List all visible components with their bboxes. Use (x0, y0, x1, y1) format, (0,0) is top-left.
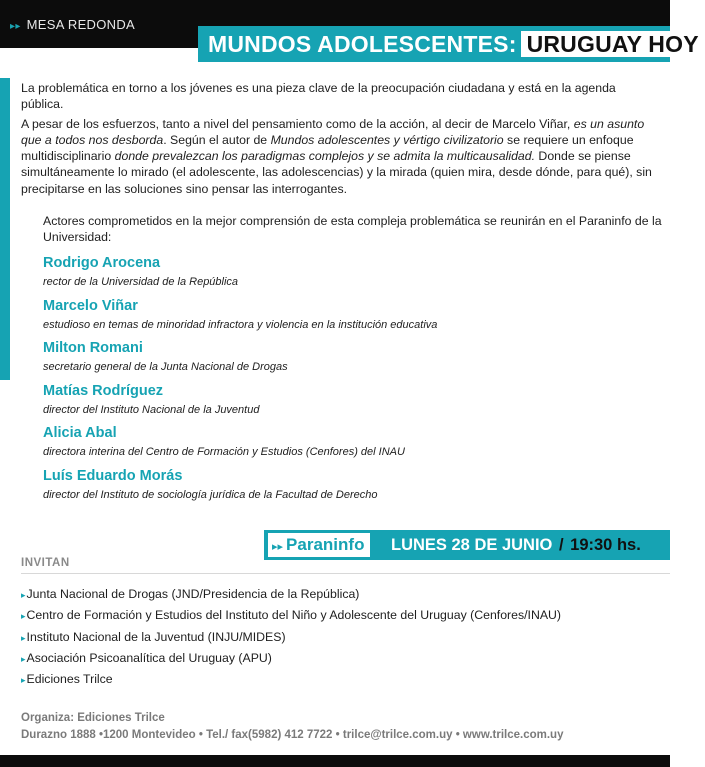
bottom-bar (0, 755, 670, 767)
intro-p2-b: es un asunto que a todos nos desborda (21, 116, 645, 147)
list-item (21, 627, 666, 648)
speaker-name: Rodrigo Arocena (43, 255, 161, 271)
intro-p2-d: Mundos adolescentes y vértigo civilizatorio (270, 132, 504, 147)
list-item (21, 605, 666, 626)
double-arrow-icon: ▸▸ (10, 21, 21, 32)
inviter-name: Asociación Psicoanalítica del Uruguay (APU) (26, 650, 272, 665)
event-date-time (391, 535, 641, 555)
actors-paragraph: Actores comprometidos en la mejor comprensión de esta compleja problemática se reunirán en el Paraninfo de la Universidad: (43, 214, 662, 245)
speaker-role: secretario general de la Junta Nacional de Drogas (43, 361, 288, 374)
inviter-name: Centro de Formación y Estudios del Instituto del Niño y Adolescente del Uruguay (Cenfores/INAU) (26, 608, 562, 623)
divider (21, 573, 670, 574)
double-arrow-icon: ▸▸ (272, 541, 284, 553)
speaker-name: Luís Eduardo Morás (43, 467, 183, 484)
event-separator: / (558, 536, 564, 554)
accent-sidebar (0, 78, 10, 380)
title-main: MUNDOS ADOLESCENTES: (208, 31, 517, 57)
speaker-name: Alicia Abal (43, 425, 117, 442)
speaker-item (43, 425, 663, 468)
list-item (21, 584, 666, 605)
footer-organizer: Organiza: Ediciones Trilce (21, 712, 165, 724)
intro-paragraph-2 (21, 116, 661, 197)
venue-label: Paraninfo (286, 535, 365, 554)
speaker-role: director del Instituto de sociología jurídica de la Facultad de Derecho (43, 488, 378, 501)
speaker-role: directora interina del Centro de Formación y Estudios (Cenfores) del INAU (43, 446, 405, 459)
list-item (21, 648, 666, 669)
venue-box (268, 533, 370, 557)
inviter-name: Instituto Nacional de la Juventud (INJU/MIDES) (26, 629, 286, 644)
inviter-name: Junta Nacional de Drogas (JND/Presidencia de la República) (26, 587, 360, 601)
kicker-label: MESA REDONDA (26, 17, 135, 32)
title-box (198, 26, 699, 62)
title-highlight: URUGUAY HOY (521, 31, 705, 57)
bullet-arrow-icon: ▸ (21, 675, 26, 686)
speaker-item (43, 340, 663, 383)
speaker-role: estudioso en temas de minoridad infractora y violencia en la institución educativa (43, 318, 438, 331)
inviter-name: Ediciones Trilce (26, 672, 113, 687)
speaker-item (43, 383, 663, 426)
page-title (208, 31, 705, 58)
invitan-heading: INVITAN (21, 557, 70, 569)
intro-p2-e: se requiere un enfoque multidisciplinario (21, 132, 634, 164)
speaker-name: Marcelo Viñar (43, 297, 138, 314)
speaker-name: Milton Romani (43, 340, 143, 357)
intro-paragraph-1: La problemática en torno a los jóvenes es una pieza clave de la preocupación ciudadana y está en la agenda pública. (21, 81, 616, 112)
kicker (10, 17, 135, 32)
speaker-item (43, 255, 663, 298)
bullet-arrow-icon: ▸ (21, 653, 26, 664)
event-bar (264, 530, 670, 560)
speaker-name: Matías Rodríguez (43, 382, 164, 399)
speaker-item (43, 468, 663, 511)
intro-p2-a: A pesar de los esfuerzos, tanto a nivel del pensamiento como de la acción, al decir de Marcelo Viñar, (21, 116, 574, 131)
list-item (21, 669, 666, 690)
intro-text (21, 80, 661, 200)
bullet-arrow-icon: ▸ (21, 611, 26, 622)
intro-p2-g: Donde se piense simultáneamente lo mirado (el adolescente, las adolescencias) y la mirada (quien mira, desde dónde, para qué), sin precipitarse en las soluciones sino pensar las interrogantes. (21, 149, 652, 196)
event-time: 19:30 hs. (570, 536, 641, 554)
bullet-arrow-icon: ▸ (21, 632, 26, 643)
speakers-list (43, 255, 663, 511)
inviters-list (21, 584, 666, 690)
intro-p2-f: donde prevalezcan los paradigmas complejos y se admita la multicausalidad. (114, 149, 536, 164)
footer-contact: Durazno 1888 •1200 Montevideo • Tel./ fax(5982) 412 7722 • trilce@trilce.com.uy • www.trilce.com.uy (21, 729, 564, 741)
speaker-item (43, 298, 663, 341)
bullet-arrow-icon: ▸ (21, 590, 26, 600)
intro-p2-c: . Según el autor de (163, 132, 271, 147)
speaker-role: director del Instituto Nacional de la Juventud (43, 403, 260, 416)
speaker-role: rector de la Universidad de la República (43, 276, 239, 288)
event-date: LUNES 28 DE JUNIO (391, 536, 553, 554)
